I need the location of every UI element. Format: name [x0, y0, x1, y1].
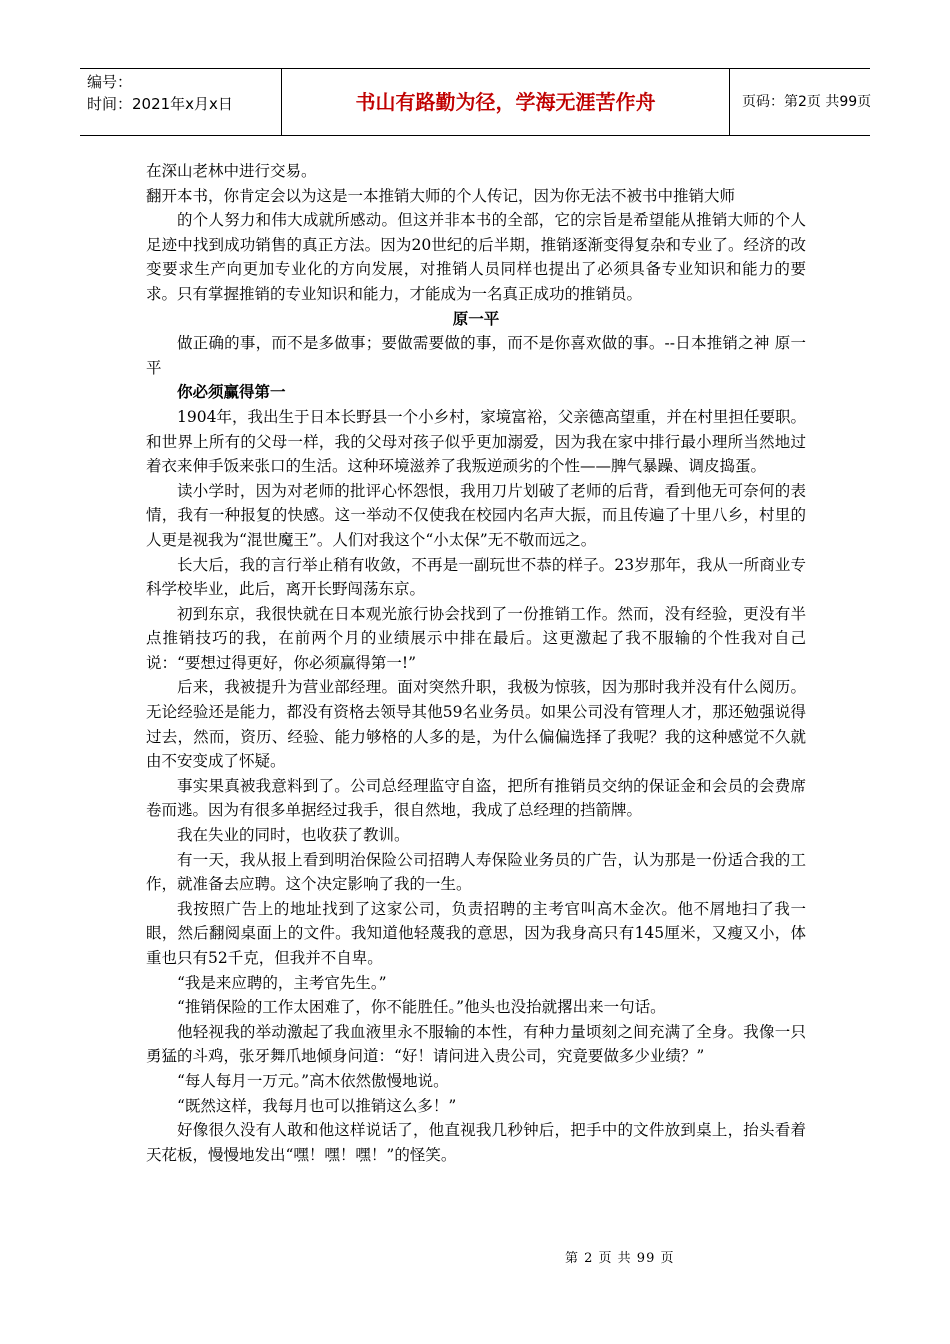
dialogue-line: “我是来应聘的，主考官先生。” [177, 973, 387, 992]
header-page-number: 页码：第2页 共99页 [742, 94, 872, 110]
header-info [80, 69, 282, 135]
paragraph: 他轻视我的举动激起了我血液里永不服输的本性，有种力量顷刻之间充满了全身。我像一只勇猛的斗鸡，张牙舞爪地倾身问道：“好！请问进入贵公司，究竟要做多少业绩？” [146, 1022, 806, 1066]
name-heading: 原一平 [452, 309, 500, 328]
paragraph: 1904年，我出生于日本长野县一个小乡村，家境富裕，父亲德高望重，并在村里担任要职。和世界上所有的父母一样，我的父母对孩子似乎更加溺爱，因为我在家中排行最小理所当然地过着衣来伸手饭来张口的生活。这种环境滋养了我叛逆顽劣的个性——脾气暴躁、调皮捣蛋。 [146, 407, 806, 476]
paragraph: 有一天，我从报上看到明治保险公司招聘人寿保险业务员的广告，认为那是一份适合我的工作，就准备去应聘。这个决定影响了我的一生。 [146, 850, 806, 894]
paragraph: 长大后，我的言行举止稍有收敛，不再是一副玩世不恭的样子。23岁那年，我从一所商业专科学校毕业，此后，离开长野闯荡东京。 [146, 555, 806, 599]
page-header [80, 68, 870, 136]
dialogue-line: “推销保险的工作太困难了，你不能胜任。”他头也没抬就撂出来一句话。 [177, 998, 666, 1017]
paragraph: 读小学时，因为对老师的批评心怀怨恨，我用刀片划破了老师的后背，看到他无可奈何的表情，我有一种报复的快感。这一举动不仅使我在校园内名声大振，而且传遍了十里八乡，村里的人更是视我为“混世魔王”。人们对我这个“小太保”无不敬而远之。 [146, 481, 806, 549]
paragraph: 在深山老林中进行交易。 [146, 162, 317, 180]
page-footer: 第 2 页 共 99 页 [565, 1251, 675, 1266]
paragraph: 的个人努力和伟大成就所感动。但这并非本书的全部，它的宗旨是希望能从推销大师的个人足迹中找到成功销售的真正方法。因为20世纪的后半期，推销逐渐变得复杂和专业了。经济的改变要求生产向更加专业化的方向发展，对推销人员同样也提出了必须具备专业知识和能力的要求。只有掌握推销的专业知识和能力，才能成为一名真正成功的推销员。 [146, 211, 806, 303]
document-number-label: 编号： [87, 73, 133, 91]
header-motto: 书山有路勤为径，学海无涯苦作舟 [282, 69, 730, 135]
paragraph: 后来，我被提升为营业部经理。面对突然升职，我极为惊骇，因为那时我并没有什么阅历。无论经验还是能力，都没有资格去领导其他59名业务员。如果公司没有管理人才，那还勉强说得过去，然而，资历、经验、能力够格的人多的是，为什么偏偏选择了我呢？我的这种感觉不久就由不安变成了怀疑。 [146, 678, 806, 771]
dialogue-line: “每人每月一万元。”高木依然傲慢地说。 [177, 1071, 449, 1090]
document-body [146, 159, 806, 1167]
paragraph: 初到东京，我很快就在日本观光旅行协会找到了一份推销工作。然而，没有经验，更没有半点推销技巧的我，在前两个月的业绩展示中排在最后。这更激起了我不服输的个性我对自己说：“要想过得更好，你必须赢得第一!” [146, 604, 806, 672]
paragraph: 事实果真被我意料到了。公司总经理监守自盗，把所有推销员交纳的保证金和会员的会费席卷而逃。因为有很多单据经过我手，很自然地，我成了总经理的挡箭牌。 [146, 776, 806, 820]
paragraph: 翻开本书，你肯定会以为这是一本推销大师的个人传记，因为你无法不被书中推销大师 [146, 186, 736, 205]
paragraph: 我在失业的同时，也收获了教训。 [177, 826, 410, 845]
section-heading: 你必须赢得第一 [177, 383, 286, 402]
quote: 做正确的事，而不是多做事；要做需要做的事，而不是你喜欢做的事。--日本推销之神 原一平 [146, 334, 806, 377]
document-time-label: 时间：2021年x月x日 [87, 95, 233, 113]
dialogue-line: “既然这样，我每月也可以推销这么多！” [177, 1096, 457, 1115]
paragraph: 我按照广告上的地址找到了这家公司，负责招聘的主考官叫高木金次。他不屑地扫了我一眼，然后翻阅桌面上的文件。我知道他轻蔑我的意思，因为我身高只有145厘米，又瘦又小，体重也只有52千克，但我并不自卑。 [146, 899, 806, 967]
paragraph: 好像很久没有人敢和他这样说话了，他直视我几秒钟后，把手中的文件放到桌上，抬头看着天花板，慢慢地发出“嘿！嘿！嘿！”的怪笑。 [146, 1121, 806, 1164]
